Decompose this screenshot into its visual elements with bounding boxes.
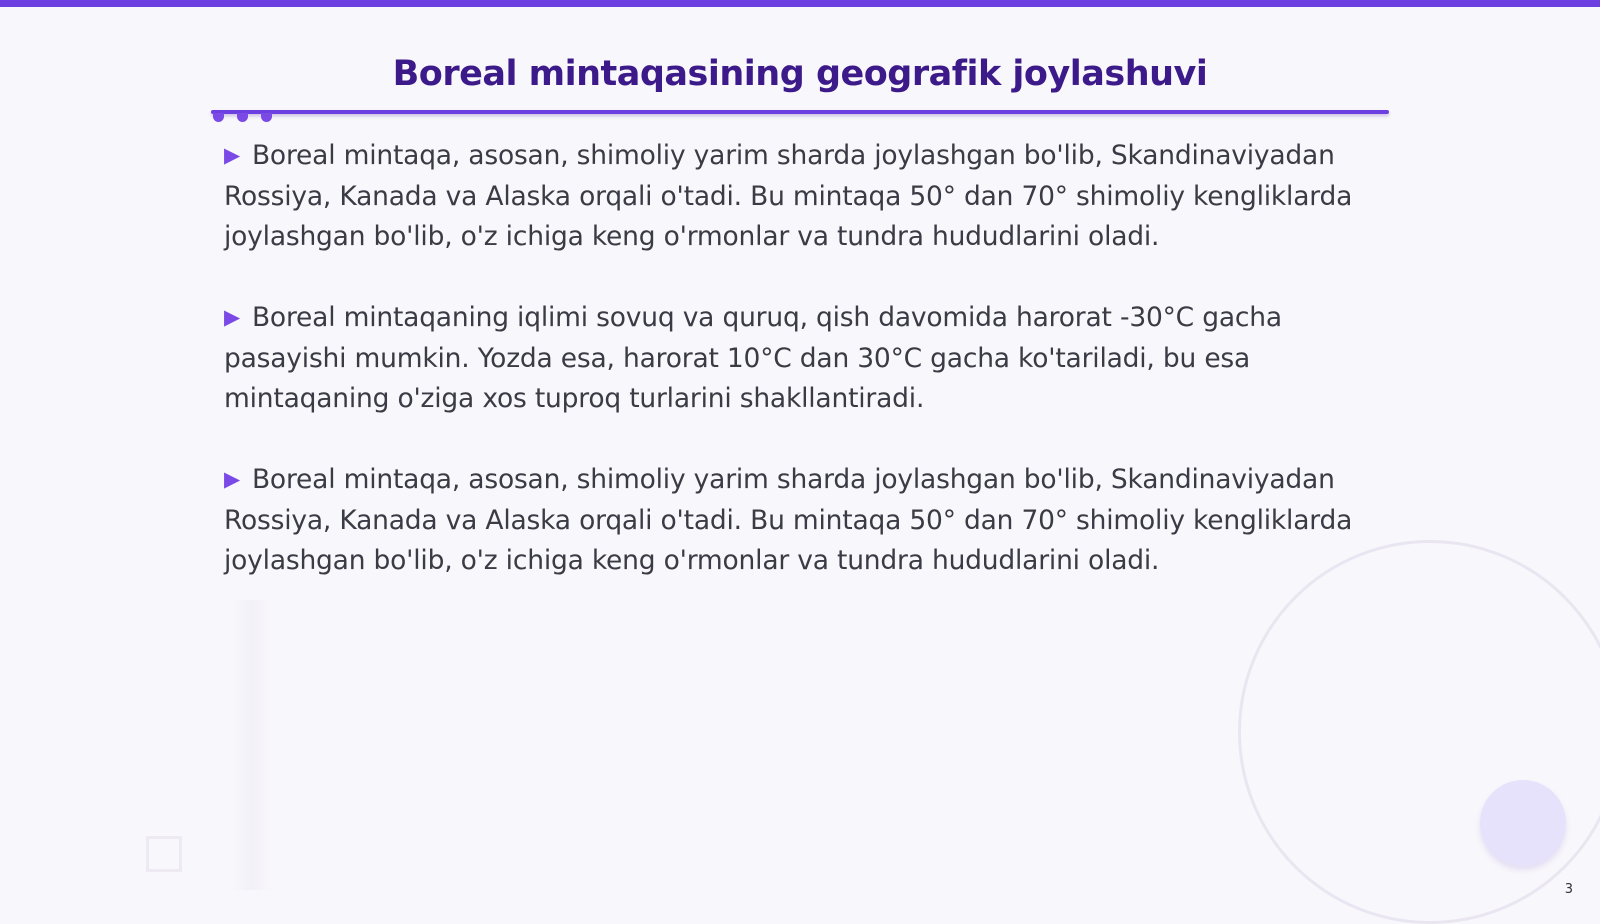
bullet-paragraph <box>224 298 1374 419</box>
bullet-paragraph <box>224 136 1374 257</box>
decorative-circle <box>1238 540 1600 924</box>
top-accent-bar <box>0 0 1600 7</box>
page-number: 3 <box>1564 882 1573 897</box>
decorative-ball <box>1480 780 1566 866</box>
underline-dot <box>237 113 248 122</box>
slide-title: Boreal mintaqasining geografik joylashuvi <box>392 54 1208 94</box>
underline-dot <box>213 113 224 122</box>
bullet-paragraph <box>224 460 1374 581</box>
paragraph-text: Boreal mintaqa, asosan, shimoliy yarim sharda joylashgan bo'lib, Skandinaviyadan Rossiya, Kanada va Alaska orqali o'tadi. Bu mintaqa 50° dan 70° shimoliy kengliklarda joylashgan bo'lib, o'z ichiga keng o'rmonlar va tundra hududlarini oladi. <box>224 464 1353 576</box>
decorative-stripe <box>232 600 272 890</box>
paragraph-text: Boreal mintaqa, asosan, shimoliy yarim sharda joylashgan bo'lib, Skandinaviyadan Rossiya, Kanada va Alaska orqali o'tadi. Bu mintaqa 50° dan 70° shimoliy kengliklarda joylashgan bo'lib, o'z ichiga keng o'rmonlar va tundra hududlarini oladi. <box>224 140 1353 252</box>
paragraph-text: Boreal mintaqaning iqlimi sovuq va quruq, qish davomida harorat -30°C gacha pasayishi mumkin. Yozda esa, harorat 10°C dan 30°C gacha ko'tariladi, bu esa mintaqaning o'ziga xos tuproq turlarini shakllantiradi. <box>224 302 1282 414</box>
triangle-bullet-icon: ▶ <box>224 305 240 329</box>
bullet-list <box>224 136 1374 622</box>
decorative-square <box>146 836 182 872</box>
title-underline <box>211 110 1389 114</box>
underline-dot <box>261 113 272 122</box>
triangle-bullet-icon: ▶ <box>224 467 240 491</box>
triangle-bullet-icon: ▶ <box>224 143 240 167</box>
